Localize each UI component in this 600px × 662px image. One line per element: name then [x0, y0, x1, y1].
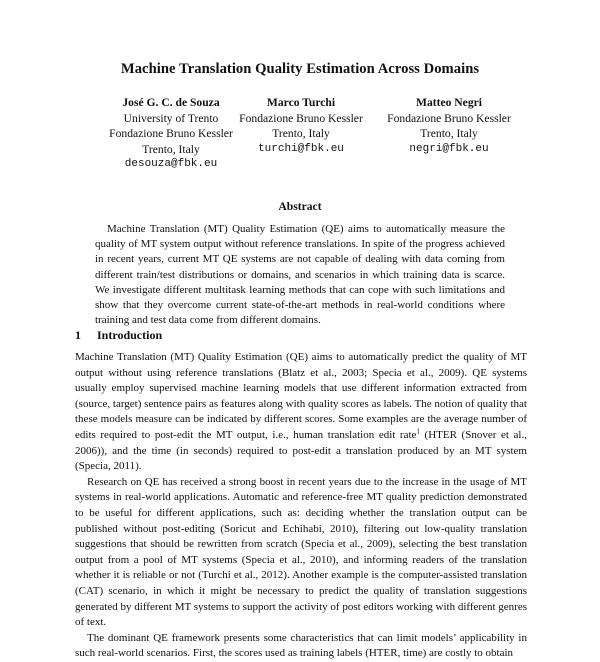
- paragraph: Research on QE has received a strong boost in recent years due to the increase in the usage of MT systems in real-world applications. Automatic and reference-free MT quality prediction demonstrated to be useful for different applications, such as: deciding whether the translation output can be published without post-editing (Soricut and Echihabi, 2010), filtering out low-quality translation suggestions that should be rewritten from scratch (Specia et al., 2009), selecting the best translation output from a pool of MT systems (Specia et al., 2010), and informing readers of the translation whether it is reliable or not (Turchi et al., 2012). Another example is the computer-assisted translation (CAT) scenario, in which it might be necessary to predict the quality of translation suggestions generated by different MT systems to support the activity of post editors working with different genres of text.: [75, 475, 527, 629]
- section-title: Introduction: [97, 328, 163, 342]
- author-affiliation: University of Trento: [123, 111, 219, 125]
- author-name: Marco Turchi: [266, 96, 336, 109]
- abstract-text: Machine Translation (MT) Quality Estimation (QE) aims to automatically measure the quality of MT system output without reference translations. In spite of the progress achieved in recent years, current MT QE systems are not capable of dealing with data coming from different train/test distributions or domains, and scenarios in which training data is scarce. We investigate different multitask learning methods that can cope with such limitations and show that they overcome current state-of-the-art methods in real-world conditions where training and test data come from different domains.: [95, 223, 505, 327]
- section-number: 1: [75, 328, 81, 342]
- paragraph-text: (HTER (Snover et al., 2006)), and the time (in seconds) required to post-edit a translation produced by an MT system (Specia, 2011).: [75, 428, 527, 473]
- author-affiliation: Fondazione Bruno Kessler: [239, 111, 363, 125]
- paragraph: The dominant QE framework presents some characteristics that can limit models’ applicability in such real-world scenarios. First, the scores used as training labels (HTER, time) are costly to obtain: [75, 631, 527, 660]
- author-location: Trento, Italy: [142, 142, 200, 156]
- section-heading: [75, 328, 162, 343]
- author-email: turchi@fbk.eu: [258, 142, 344, 155]
- author-block-3: [376, 95, 522, 157]
- author-email: negri@fbk.eu: [409, 142, 489, 155]
- author-block-2: [220, 95, 382, 157]
- paper-title: Machine Translation Quality Estimation Across Domains: [120, 61, 480, 77]
- paragraph-text: Machine Translation (MT) Quality Estimation (QE) aims to automatically predict the quality of MT output without using reference translations (Blatz et al., 2003; Specia et al., 2009). QE systems usually employ supervised machine learning models that use different information extracted from (source, target) sentence pairs as features along with quality scores as labels. The notion of quality that these models measure can be indicated by different scores. Some examples are the average number of edits required to post-edit the MT output, i.e., human translation edit rate: [75, 351, 527, 441]
- section-body: [75, 350, 527, 662]
- author-location: Trento, Italy: [272, 127, 330, 141]
- author-name: Matteo Negri: [416, 96, 482, 109]
- author-affiliation: Fondazione Bruno Kessler: [387, 111, 511, 125]
- author-email: desouza@fbk.eu: [124, 158, 218, 171]
- author-affiliation: Fondazione Bruno Kessler: [109, 127, 233, 141]
- abstract-heading: Abstract: [278, 200, 322, 213]
- paragraph: [75, 350, 527, 475]
- author-location: Trento, Italy: [420, 127, 478, 141]
- author-name: José G. C. de Souza: [122, 96, 220, 109]
- footnote-marker[interactable]: 1: [416, 427, 420, 436]
